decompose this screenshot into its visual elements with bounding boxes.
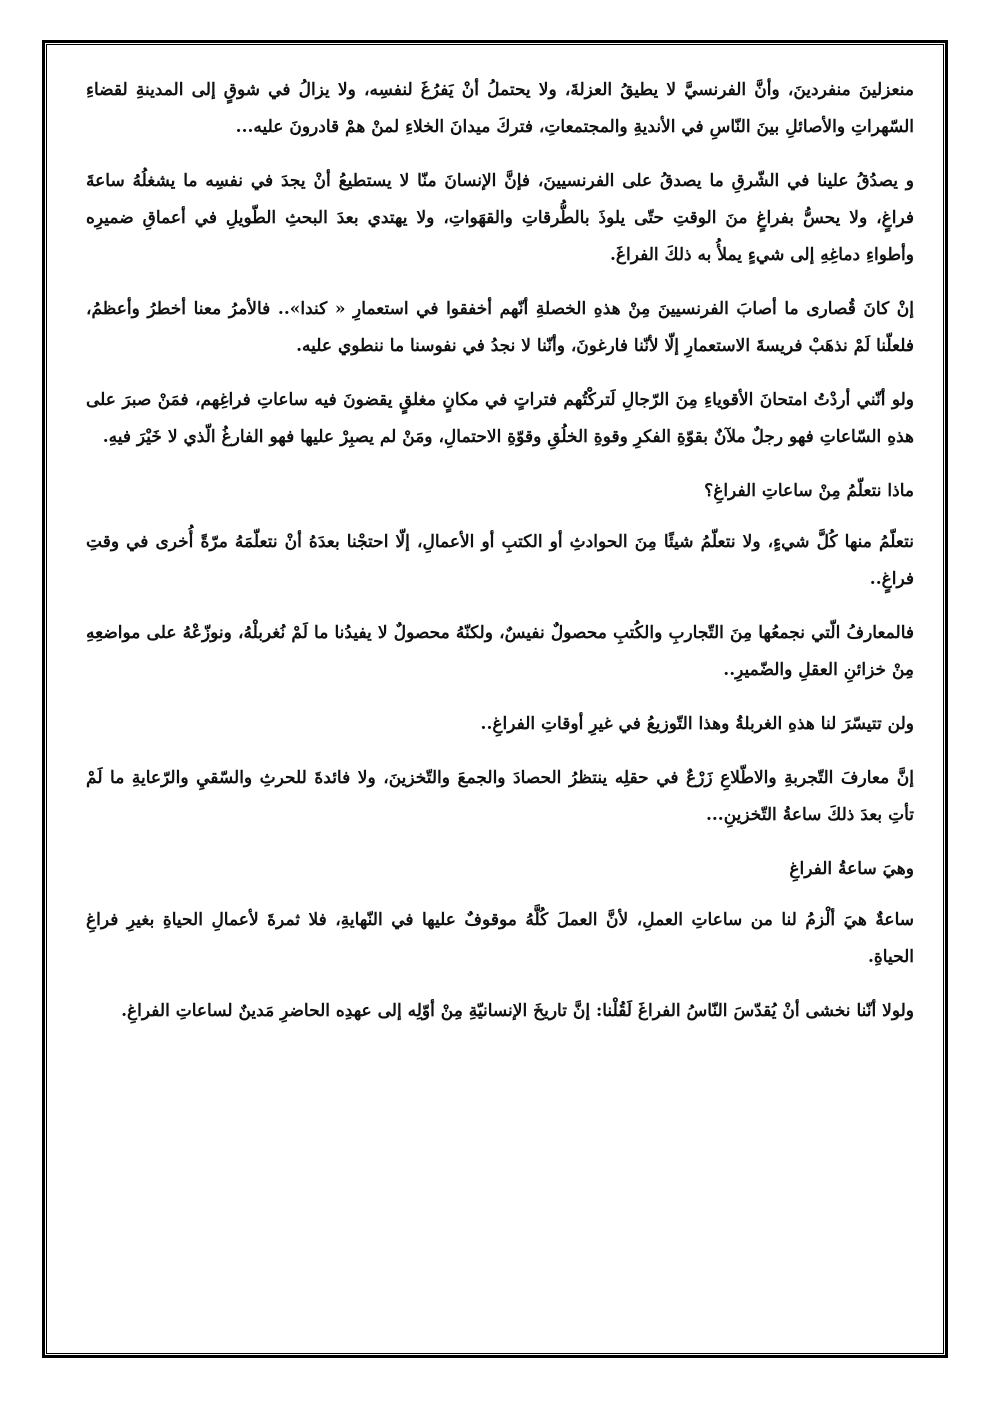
section-question: ماذا نتعلّمُ مِنْ ساعاتِ الفراغِ؟: [704, 481, 914, 501]
paragraph-8: ولن تتيسّرَ لنا هذهِ الغربلةُ وهذا التّوزيعُ في غيرِ أوقاتِ الفراغِ..: [480, 714, 914, 734]
paragraph-7: فالمعارفُ الّتي نجمعُها مِنَ التّجاربِ والكُتبِ محصولٌ نفيسٌ، ولكنّهُ محصولٌ لا يفيدُنا ما لَمْ نُغربلْهُ، ونوزّعْهُ على مواضعِهِ مِنْ خزائنِ العقلِ والضّميرِ..: [86, 623, 914, 680]
paragraph-9: إنَّ معارفَ التّجربةِ والاطّلاعِ زَرْعٌ في حقلِه ينتظرُ الحصادَ والجمعَ والتّخزينَ، ولا فائدةَ للحرثِ والسّقيِ والرّعايةِ ما لَمْ تأتِ بعدَ ذلكَ ساعةُ التّخزينِ...: [86, 768, 914, 825]
paragraph-6: نتعلّمُ منها كُلَّ شيءٍ، ولا نتعلّمُ شيئًا مِنَ الحوادثِ أو الكتبِ أو الأعمالِ، إلّا احتجْنا بعدَهُ أنْ نتعلّمَهُ مرّةً أُخرى في وقتِ فراغٍ..: [86, 532, 914, 589]
paragraph-1: منعزلينَ منفردينَ، وأنَّ الفرنسيَّ لا يطيقُ العزلةَ، ولا يحتملُ أنْ يَفرُغَ لنفسِه، ولا يزالُ في شوقٍ إلى المدينةِ لقضاءِ السّهراتِ والأصائلِ بينَ النّاسِ في الأنديةِ والمجتمعاتِ، فتركَ ميدانَ الخلاءِ لمنْ همْ قادرونَ عليه...: [86, 80, 914, 137]
paragraph-11: ساعةٌ هيَ ألْزمُ لنا من ساعاتِ العملِ، لأنَّ العملَ كُلَّهُ موقوفٌ عليها في النّهايةِ، فلا ثمرةَ لأعمالِ الحياةِ بغيرِ فراغِ الحياةِ.: [86, 910, 914, 967]
paragraph-4: ولو أنّني أردْتُ امتحانَ الأقوياءِ مِنَ الرّجالِ لَتركْتُهم فتراتٍ في مكانٍ مغلقٍ يقضونَ فيه ساعاتِ فراغِهم، فمَنْ صبرَ على هذهِ السّاعاتِ فهو رجلٌ ملآنٌ بقوّةِ الفكرِ وقوةِ الخلُقِ وقوّةِ الاحتمالِ، ومَنْ لم يصبِرْ عليها فهو الفارغُ الّذي لا خَيْرَ فيهِ.: [86, 390, 914, 447]
paragraph-12: ولولا أنّنا نخشى أنْ يُقدّسَ النّاسُ الفراغَ لَقُلْنا: إنَّ تاريخَ الإنسانيّةِ مِنْ أوّلِه إلى عهدِه الحاضرِ مَدينٌ لساعاتِ الفراغِ.: [121, 1001, 914, 1021]
paragraph-3: إنْ كانَ قُصارى ما أصابَ الفرنسيينَ مِنْ هذهِ الخصلةِ أنّهم أخفقوا في استعمارِ « كندا».. فالأمرُ معنا أخطرُ وأعظمُ، فلعلّنا لَمْ نذهَبْ فريسةَ الاستعمارِ إلّا لأنّنا فارغونَ، وأنّنا لا نجدُ في نفوسنا ما ننطوي عليه.: [86, 299, 914, 356]
document-body: [86, 72, 914, 1047]
section-statement: وهيَ ساعةُ الفراغِ: [789, 859, 914, 879]
paragraph-2: و يصدُقُ علينا في الشّرقِ ما يصدقُ على الفرنسيينَ، فإنَّ الإنسانَ منّا لا يستطيعُ أنْ يجدَ في نفسِه ما يشغلُهُ ساعةَ فراغٍ، ولا يحسُّ بفراغٍ منَ الوقتِ حتّى يلوذَ بالطُّرقاتِ والقهَواتِ، ولا يهتدي بعدَ البحثِ الطّويلِ في أعماقِ ضميرِه وأطواءِ دماغِهِ إلى شيءٍ يملأُ به ذلكَ الفراغَ.: [86, 171, 914, 265]
